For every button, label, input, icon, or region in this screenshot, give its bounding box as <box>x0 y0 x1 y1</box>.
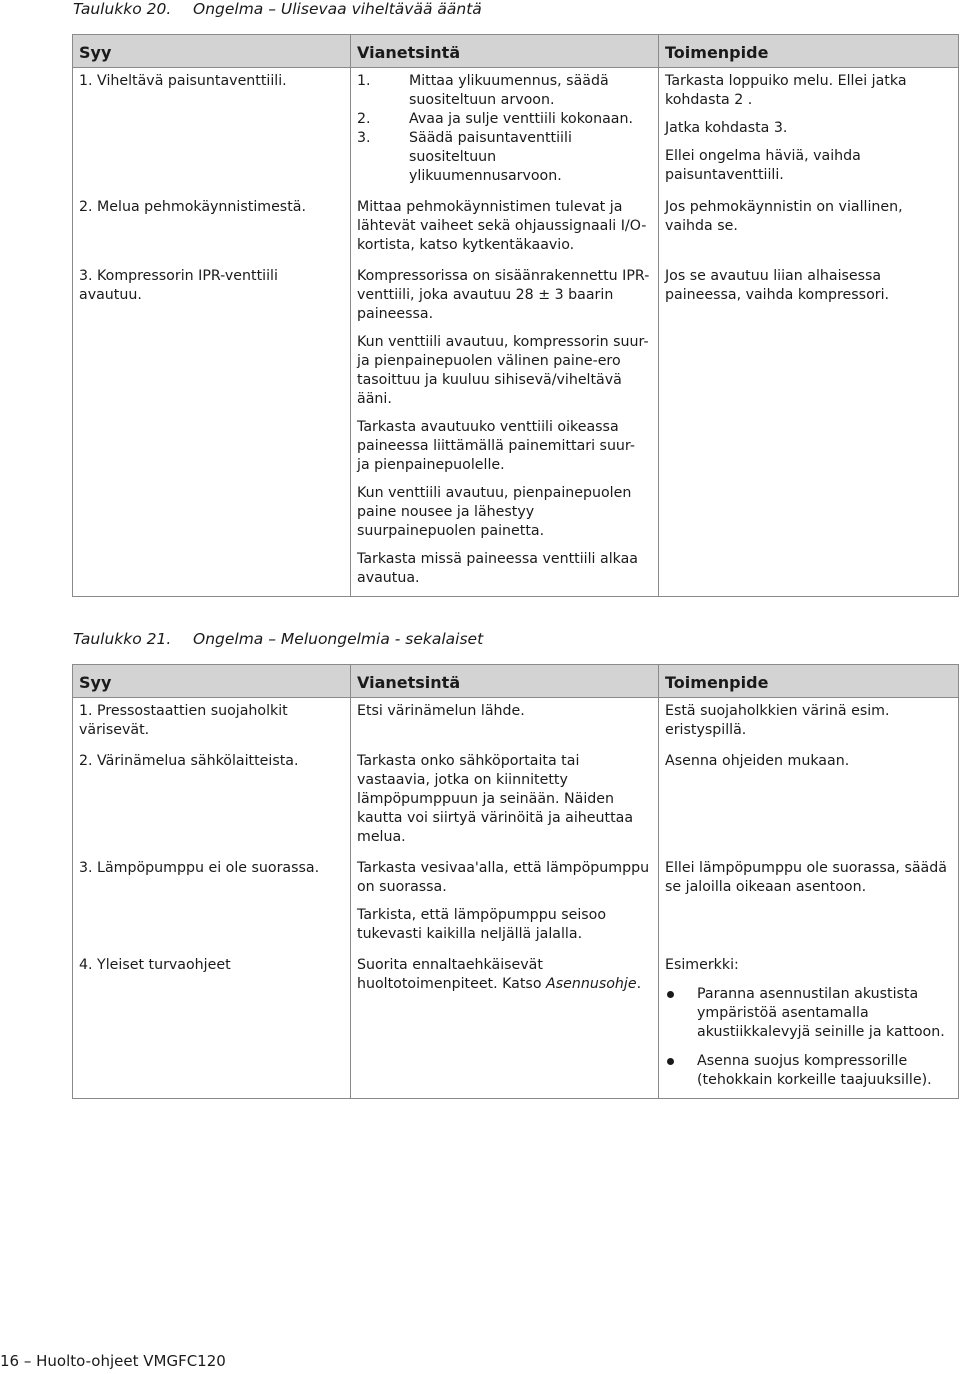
check-text-end: . <box>636 976 642 992</box>
action-cell <box>659 952 959 1099</box>
table-21-number: Taulukko 21. <box>73 630 172 648</box>
table-header-row <box>73 35 959 68</box>
list-item <box>357 110 652 129</box>
table-21-caption <box>73 630 483 649</box>
bullet-icon <box>667 991 674 998</box>
list-item <box>357 72 652 110</box>
check-cell <box>351 855 659 952</box>
numbered-list <box>357 72 652 186</box>
example-label: Esimerkki: <box>665 957 739 973</box>
table-20-title: Ongelma – Ulisevaa viheltävää ääntä <box>193 0 482 18</box>
header-vianetsinta: Vianetsintä <box>351 35 659 68</box>
cause-cell: 4. Yleiset turvaohjeet <box>73 952 351 1099</box>
action-cell: Estä suojaholkkien värinä esim. eristyspillä. <box>659 698 959 749</box>
check-text: Suorita ennaltaehkäisevät huoltotoimenpiteet. Katso <box>357 957 547 992</box>
manual-reference: Asennusohje <box>546 976 637 992</box>
cause-cell: 3. Kompressorin IPR-venttiili avautuu. <box>73 263 351 597</box>
header-syy: Syy <box>73 35 351 68</box>
cause-cell: 2. Melua pehmokäynnistimestä. <box>73 194 351 263</box>
action-cell: Jos se avautuu liian alhaisessa paineessa, vaihda kompressori. <box>659 263 959 597</box>
table-row <box>73 698 959 749</box>
action-cell: Jos pehmokäynnistin on viallinen, vaihda se. <box>659 194 959 263</box>
check-cell: Mittaa pehmokäynnistimen tulevat ja lähtevät vaiheet sekä ohjaussignaali I/O-kortista, katso kytkentäkaavio. <box>351 194 659 263</box>
check-cell: Etsi värinämelun lähde. <box>351 698 659 749</box>
check-text: Tarkasta vesivaa'alla, että lämpöpumppu on suorassa. <box>357 860 650 895</box>
action-text: Jatka kohdasta 3. <box>665 120 788 136</box>
action-text: Ellei ongelma häviä, vaihda paisuntaventtiili. <box>665 148 861 183</box>
list-text: Avaa ja sulje venttiili kokonaan. <box>409 111 633 127</box>
check-text: Tarkista, että lämpöpumppu seisoo tukevasti kaikilla neljällä jalalla. <box>357 907 607 942</box>
check-cell <box>351 68 659 195</box>
table-20-caption <box>73 0 482 19</box>
table-21-title: Ongelma – Meluongelmia - sekalaiset <box>193 630 484 648</box>
list-item <box>665 1052 952 1090</box>
header-toimenpide: Toimenpide <box>659 35 959 68</box>
cause-cell: 1. Viheltävä paisuntaventtiili. <box>73 68 351 195</box>
check-cell <box>351 952 659 1099</box>
table-row <box>73 194 959 263</box>
list-number: 3. <box>357 130 371 146</box>
check-text: Tarkasta avautuuko venttiili oikeassa paineessa liittämällä painemittari suur- ja pienpainepuolelle. <box>357 419 635 473</box>
table-21 <box>72 664 959 1099</box>
check-text: Kun venttiili avautuu, kompressorin suur- ja pienpainepuolen välinen paine-ero tasoittuu ja kuuluu sihisevä/viheltävä ääni. <box>357 334 649 407</box>
bullet-icon <box>667 1058 674 1065</box>
action-text: Tarkasta loppuiko melu. Ellei jatka kohdasta 2 . <box>665 73 907 108</box>
list-text: Mittaa ylikuumennus, säädä suositeltuun arvoon. <box>409 73 609 108</box>
header-toimenpide: Toimenpide <box>659 665 959 698</box>
action-cell: Ellei lämpöpumppu ole suorassa, säädä se jaloilla oikeaan asentoon. <box>659 855 959 952</box>
header-vianetsinta: Vianetsintä <box>351 665 659 698</box>
check-text: Kun venttiili avautuu, pienpainepuolen paine nousee ja lähestyy suurpainepuolen painetta. <box>357 485 632 539</box>
table-20 <box>72 34 959 597</box>
check-text: Tarkasta missä paineessa venttiili alkaa avautua. <box>357 551 638 586</box>
list-text: Asenna suojus kompressorille (tehokkain korkeille taajuuksille). <box>697 1053 932 1088</box>
page-footer: 16 – Huolto-ohjeet VMGFC120 <box>0 1352 226 1370</box>
action-cell: Asenna ohjeiden mukaan. <box>659 748 959 855</box>
table-row <box>73 263 959 597</box>
header-syy: Syy <box>73 665 351 698</box>
bullet-list <box>665 985 952 1090</box>
list-item <box>357 129 652 186</box>
cause-cell: 3. Lämpöpumppu ei ole suorassa. <box>73 855 351 952</box>
table-20-number: Taulukko 20. <box>73 0 172 18</box>
table-row <box>73 68 959 195</box>
table-row <box>73 855 959 952</box>
table-row <box>73 748 959 855</box>
cause-cell: 1. Pressostaattien suojaholkit värisevät. <box>73 698 351 749</box>
list-number: 1. <box>357 73 371 89</box>
check-cell <box>351 263 659 597</box>
check-text: Kompressorissa on sisäänrakennettu IPR-venttiili, joka avautuu 28 ± 3 baarin paineessa. <box>357 268 650 322</box>
action-cell <box>659 68 959 195</box>
table-row <box>73 952 959 1099</box>
check-cell: Tarkasta onko sähköportaita tai vastaavia, jotka on kiinnitetty lämpöpumppuun ja seinään. Näiden kautta voi siirtyä värinöitä ja aiheuttaa melua. <box>351 748 659 855</box>
cause-cell: 2. Värinämelua sähkölaitteista. <box>73 748 351 855</box>
list-number: 2. <box>357 111 371 127</box>
list-text: Paranna asennustilan akustista ympäristöä asentamalla akustiikkalevyjä seinille ja kattoon. <box>697 986 945 1040</box>
list-text: Säädä paisuntaventtiili suositeltuun ylikuumennusarvoon. <box>409 130 572 184</box>
list-item <box>665 985 952 1042</box>
table-header-row <box>73 665 959 698</box>
